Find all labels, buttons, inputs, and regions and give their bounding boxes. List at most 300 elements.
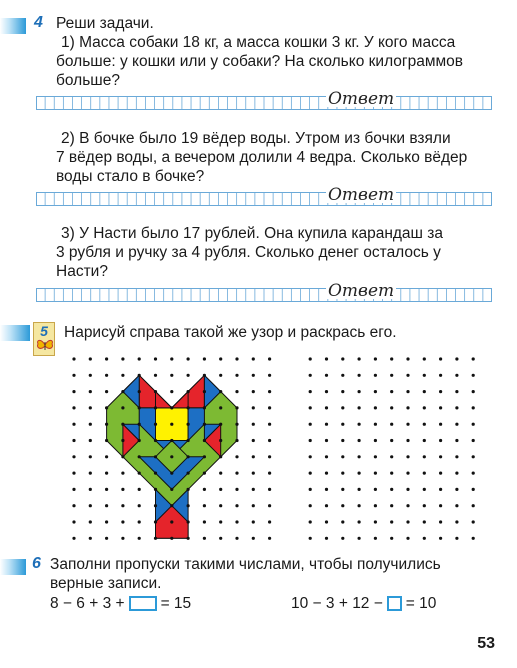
dot xyxy=(219,488,222,491)
dot xyxy=(170,537,173,540)
dot xyxy=(374,357,377,360)
dot xyxy=(423,504,426,507)
dot xyxy=(268,472,271,475)
dot xyxy=(219,406,222,409)
dot xyxy=(325,374,328,377)
answer-box-1[interactable] xyxy=(129,596,157,611)
dot xyxy=(341,520,344,523)
dot xyxy=(268,390,271,393)
dot xyxy=(219,390,222,393)
dot xyxy=(358,504,361,507)
dot xyxy=(89,439,92,442)
dot xyxy=(439,423,442,426)
dot xyxy=(455,472,458,475)
dot xyxy=(406,537,409,540)
dot xyxy=(390,488,393,491)
dot xyxy=(358,455,361,458)
problem-1-line-1: 1) Масса собаки 18 кг, а масса кошки 3 кг. У кого масса xyxy=(61,34,456,51)
task-4-marker xyxy=(0,18,26,34)
dot xyxy=(472,390,475,393)
dot xyxy=(121,390,124,393)
dot xyxy=(472,406,475,409)
dot xyxy=(309,374,312,377)
dot xyxy=(252,472,255,475)
dot xyxy=(121,520,124,523)
dot xyxy=(439,357,442,360)
dot xyxy=(170,520,173,523)
dot xyxy=(358,374,361,377)
dot xyxy=(472,537,475,540)
dot xyxy=(406,488,409,491)
dot xyxy=(235,504,238,507)
dot xyxy=(121,423,124,426)
dot xyxy=(439,374,442,377)
dot xyxy=(390,472,393,475)
answer-label: Ответ xyxy=(328,281,395,301)
dot xyxy=(138,423,141,426)
task-6-instruction-line-2: верные записи. xyxy=(50,575,162,592)
dot xyxy=(341,423,344,426)
page-number: 53 xyxy=(477,635,495,652)
dot xyxy=(390,406,393,409)
dot xyxy=(423,423,426,426)
dot xyxy=(358,439,361,442)
dot xyxy=(105,504,108,507)
dot xyxy=(138,390,141,393)
dot xyxy=(72,374,75,377)
dot xyxy=(423,374,426,377)
answer-box-2[interactable] xyxy=(387,596,402,611)
dot xyxy=(472,488,475,491)
answer-grid xyxy=(36,192,492,206)
dot xyxy=(455,357,458,360)
dot xyxy=(170,472,173,475)
dot xyxy=(268,357,271,360)
dot xyxy=(325,472,328,475)
dot xyxy=(235,390,238,393)
dot xyxy=(390,520,393,523)
dot xyxy=(341,390,344,393)
dot xyxy=(170,357,173,360)
dot xyxy=(309,488,312,491)
dot xyxy=(121,455,124,458)
dot xyxy=(138,374,141,377)
dot xyxy=(219,374,222,377)
dot xyxy=(423,537,426,540)
dot xyxy=(72,439,75,442)
task-4-instruction: Реши задачи. xyxy=(56,15,154,32)
dot xyxy=(268,406,271,409)
dot xyxy=(89,390,92,393)
dot xyxy=(203,472,206,475)
dot xyxy=(72,472,75,475)
dot xyxy=(235,455,238,458)
dot xyxy=(89,423,92,426)
dot xyxy=(472,504,475,507)
dot xyxy=(455,455,458,458)
task-5-number: 5 xyxy=(40,323,48,339)
dot xyxy=(121,374,124,377)
dot xyxy=(325,537,328,540)
dot xyxy=(105,537,108,540)
dot xyxy=(341,488,344,491)
dot xyxy=(121,488,124,491)
dot xyxy=(72,357,75,360)
dot xyxy=(423,406,426,409)
dot xyxy=(455,423,458,426)
dot xyxy=(423,488,426,491)
dot xyxy=(203,439,206,442)
dot xyxy=(203,488,206,491)
pattern-red-triangle xyxy=(156,392,189,408)
dot xyxy=(72,455,75,458)
butterfly-icon xyxy=(36,338,54,352)
dot xyxy=(309,472,312,475)
dot xyxy=(325,406,328,409)
dot xyxy=(309,439,312,442)
dot xyxy=(203,537,206,540)
dot xyxy=(268,423,271,426)
dot xyxy=(154,455,157,458)
dot xyxy=(390,390,393,393)
dot xyxy=(374,406,377,409)
dot xyxy=(358,520,361,523)
dot xyxy=(390,423,393,426)
equation-2-left: 10 − 3 + 12 − xyxy=(291,595,383,612)
dot xyxy=(423,439,426,442)
dot xyxy=(309,406,312,409)
dot xyxy=(105,374,108,377)
dot xyxy=(121,439,124,442)
dot xyxy=(252,439,255,442)
problem-1-line-2: больше: у кошки или у собаки? На сколько килограммов xyxy=(56,53,463,70)
dot xyxy=(406,520,409,523)
dot xyxy=(472,520,475,523)
dot xyxy=(219,423,222,426)
dot xyxy=(341,537,344,540)
dot xyxy=(439,390,442,393)
dot xyxy=(268,455,271,458)
task-5-instruction: Нарисуй справа такой же узор и раскрась его. xyxy=(64,324,397,341)
dot xyxy=(358,472,361,475)
dot xyxy=(406,423,409,426)
dot xyxy=(89,357,92,360)
dot xyxy=(138,504,141,507)
dot xyxy=(252,537,255,540)
dot xyxy=(105,520,108,523)
dot xyxy=(105,488,108,491)
dot xyxy=(121,357,124,360)
dot xyxy=(268,520,271,523)
dot xyxy=(89,537,92,540)
dot xyxy=(472,374,475,377)
dot xyxy=(219,472,222,475)
answer-grid xyxy=(36,96,492,110)
dot xyxy=(187,455,190,458)
task-6-instruction-line-1: Заполни пропуски такими числами, чтобы получились xyxy=(50,556,441,573)
equation-1-left: 8 − 6 + 3 + xyxy=(50,595,125,612)
dot xyxy=(72,537,75,540)
dot xyxy=(455,374,458,377)
problem-1-line-3: больше? xyxy=(56,72,120,89)
dot xyxy=(89,504,92,507)
dot xyxy=(406,357,409,360)
dot xyxy=(374,455,377,458)
dot xyxy=(154,439,157,442)
dot xyxy=(374,374,377,377)
dot xyxy=(252,406,255,409)
dot xyxy=(219,520,222,523)
equation-2 xyxy=(291,594,436,614)
dot xyxy=(187,504,190,507)
dot xyxy=(309,537,312,540)
dot xyxy=(406,504,409,507)
dot xyxy=(358,423,361,426)
dot xyxy=(455,390,458,393)
dot xyxy=(154,488,157,491)
dot xyxy=(374,537,377,540)
dot xyxy=(439,439,442,442)
dot xyxy=(374,472,377,475)
dot xyxy=(455,406,458,409)
dot xyxy=(187,406,190,409)
dot xyxy=(154,520,157,523)
dot xyxy=(170,406,173,409)
dot xyxy=(374,390,377,393)
dot xyxy=(439,537,442,540)
dot xyxy=(390,374,393,377)
dot xyxy=(138,455,141,458)
answer-row-2[interactable] xyxy=(36,185,492,206)
pattern-area xyxy=(60,345,480,545)
dot xyxy=(187,374,190,377)
dot xyxy=(252,357,255,360)
dot xyxy=(472,439,475,442)
dot xyxy=(203,455,206,458)
dot xyxy=(390,504,393,507)
dot xyxy=(309,390,312,393)
dot xyxy=(472,423,475,426)
dot xyxy=(187,390,190,393)
dot xyxy=(472,357,475,360)
dot xyxy=(187,423,190,426)
dot xyxy=(406,472,409,475)
dot xyxy=(121,504,124,507)
dot xyxy=(235,520,238,523)
dot xyxy=(374,439,377,442)
dot xyxy=(341,374,344,377)
dot xyxy=(170,455,173,458)
dot xyxy=(325,390,328,393)
dot xyxy=(439,488,442,491)
dot xyxy=(268,504,271,507)
dot xyxy=(203,423,206,426)
problem-3-line-3: Насти? xyxy=(56,263,108,280)
dot xyxy=(406,390,409,393)
dot xyxy=(309,357,312,360)
dot xyxy=(154,406,157,409)
answer-label: Ответ xyxy=(328,89,395,109)
dot xyxy=(439,520,442,523)
dot xyxy=(439,406,442,409)
dot xyxy=(341,455,344,458)
dot xyxy=(138,406,141,409)
dot xyxy=(170,439,173,442)
dot xyxy=(187,472,190,475)
dot xyxy=(455,504,458,507)
dot xyxy=(203,520,206,523)
dot xyxy=(72,406,75,409)
dot xyxy=(170,504,173,507)
answer-grid xyxy=(36,288,492,302)
dot xyxy=(325,455,328,458)
dot xyxy=(154,374,157,377)
dot xyxy=(235,406,238,409)
dot xyxy=(439,504,442,507)
equation-2-right: = 10 xyxy=(405,595,437,612)
dot xyxy=(252,455,255,458)
dot xyxy=(203,357,206,360)
dot xyxy=(235,439,238,442)
dot xyxy=(187,357,190,360)
equation-1 xyxy=(50,594,191,614)
dot xyxy=(203,504,206,507)
dot xyxy=(472,472,475,475)
dot xyxy=(170,374,173,377)
dot xyxy=(358,390,361,393)
dot xyxy=(105,472,108,475)
dot xyxy=(252,423,255,426)
dot xyxy=(154,537,157,540)
dot xyxy=(455,488,458,491)
dot xyxy=(455,520,458,523)
dot xyxy=(423,472,426,475)
problem-3-line-1: 3) У Насти было 17 рублей. Она купила карандаш за xyxy=(61,225,444,242)
dot xyxy=(154,423,157,426)
dot xyxy=(358,537,361,540)
dot xyxy=(341,472,344,475)
dot xyxy=(423,520,426,523)
dot xyxy=(219,439,222,442)
dot xyxy=(252,390,255,393)
dot xyxy=(121,537,124,540)
dot xyxy=(187,488,190,491)
dot xyxy=(203,374,206,377)
dot xyxy=(89,472,92,475)
dot xyxy=(455,537,458,540)
dot xyxy=(268,537,271,540)
dot xyxy=(170,423,173,426)
dot xyxy=(439,455,442,458)
dot xyxy=(154,357,157,360)
dot xyxy=(390,357,393,360)
dot xyxy=(235,472,238,475)
task-5-badge xyxy=(33,322,55,356)
dot xyxy=(374,504,377,507)
problem-2-line-2: 7 вёдер воды, а вечером долили 4 ведра. Сколько вёдер xyxy=(56,149,468,166)
dot xyxy=(309,520,312,523)
dot xyxy=(358,357,361,360)
answer-row-3[interactable] xyxy=(36,281,492,302)
dot xyxy=(455,439,458,442)
dot xyxy=(325,423,328,426)
dot xyxy=(105,423,108,426)
dot xyxy=(219,504,222,507)
dot xyxy=(235,374,238,377)
dot xyxy=(138,472,141,475)
dot xyxy=(138,357,141,360)
task-5-marker xyxy=(0,325,30,341)
dot xyxy=(252,520,255,523)
dot xyxy=(235,423,238,426)
task-6-number: 6 xyxy=(32,555,41,572)
dot xyxy=(72,520,75,523)
dot xyxy=(325,439,328,442)
dot xyxy=(170,488,173,491)
task-4-number: 4 xyxy=(34,14,43,31)
dot xyxy=(406,439,409,442)
dot xyxy=(358,406,361,409)
dot xyxy=(219,455,222,458)
dot xyxy=(325,488,328,491)
dot xyxy=(89,406,92,409)
dot xyxy=(187,520,190,523)
dot xyxy=(154,472,157,475)
dot xyxy=(423,390,426,393)
dot xyxy=(268,374,271,377)
dot xyxy=(219,537,222,540)
dot xyxy=(154,390,157,393)
dot xyxy=(89,520,92,523)
dot xyxy=(406,374,409,377)
dot xyxy=(235,488,238,491)
dot xyxy=(341,439,344,442)
dot xyxy=(406,406,409,409)
dot xyxy=(121,406,124,409)
equation-1-right: = 15 xyxy=(160,595,192,612)
dot xyxy=(203,390,206,393)
dot xyxy=(325,520,328,523)
dot xyxy=(406,455,409,458)
dot xyxy=(358,488,361,491)
task-6-marker xyxy=(0,559,26,575)
dot xyxy=(187,537,190,540)
dot xyxy=(138,439,141,442)
dot xyxy=(203,406,206,409)
dot xyxy=(72,390,75,393)
problem-2-line-1: 2) В бочке было 19 вёдер воды. Утром из бочки взяли xyxy=(61,130,451,147)
dot xyxy=(309,423,312,426)
dot xyxy=(105,357,108,360)
dot xyxy=(170,390,173,393)
dot xyxy=(439,472,442,475)
dot xyxy=(325,504,328,507)
dot xyxy=(235,357,238,360)
answer-row-1[interactable] xyxy=(36,89,492,110)
dot xyxy=(390,439,393,442)
dot xyxy=(89,488,92,491)
dot xyxy=(374,488,377,491)
dot xyxy=(252,374,255,377)
dot xyxy=(252,504,255,507)
dot xyxy=(341,357,344,360)
answer-label: Ответ xyxy=(328,185,395,205)
dot xyxy=(105,455,108,458)
dot xyxy=(219,357,222,360)
dot xyxy=(105,406,108,409)
dot xyxy=(374,520,377,523)
dot xyxy=(268,488,271,491)
